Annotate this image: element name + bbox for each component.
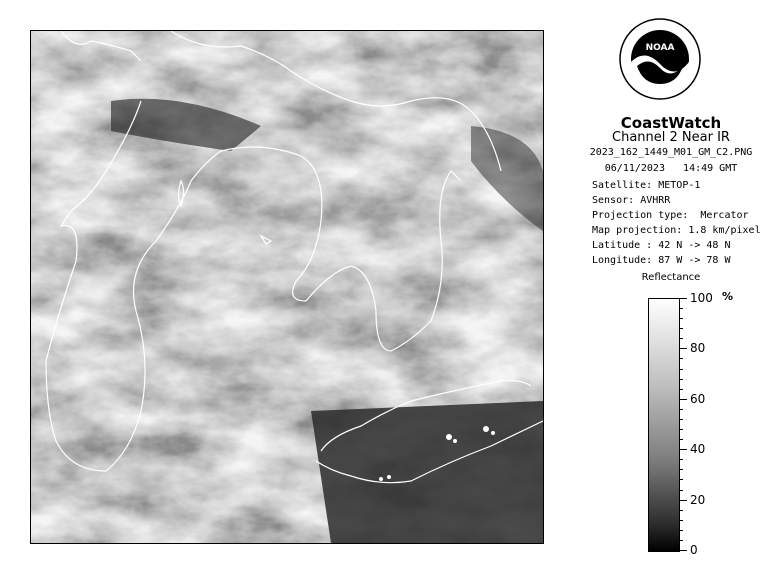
colorbar-minor-tick: [679, 419, 683, 420]
acquisition-time: 14:49 GMT: [683, 163, 738, 174]
colorbar-minor-tick: [679, 479, 683, 480]
colorbar-minor-tick: [679, 369, 683, 370]
colorbar-minor-tick: [679, 459, 683, 460]
colorbar-tick-label: 100: [690, 291, 713, 305]
image-filename: 2023_162_1449_M01_GM_C2.PNG: [589, 147, 753, 158]
noaa-logo: [619, 18, 701, 100]
meta-latitude: Latitude : 42 N -> 48 N: [592, 240, 731, 251]
satellite-image-map: [30, 30, 544, 544]
brand-title: CoastWatch: [620, 114, 722, 132]
noaa-seal-icon: [619, 18, 701, 100]
colorbar-minor-tick: [679, 520, 683, 521]
colorbar-tick-label: 80: [690, 341, 706, 356]
meta-longitude: Longitude: 87 W -> 78 W: [592, 255, 731, 266]
colorbar-minor-tick: [679, 409, 683, 410]
colorbar-tick-label: 60: [690, 391, 706, 406]
colorbar-major-tick: [679, 449, 687, 450]
colorbar-major-tick: [679, 348, 687, 349]
scale-unit: %: [722, 290, 734, 303]
map-svg: [31, 31, 543, 543]
colorbar-minor-tick: [679, 338, 683, 339]
colorbar-minor-tick: [679, 328, 683, 329]
channel-title: Channel 2 Near IR: [612, 130, 730, 145]
meta-projection-type: Projection type: Mercator: [592, 210, 749, 221]
colorbar-tick-label: 0: [690, 543, 698, 557]
colorbar-tick-label: 20: [690, 492, 706, 507]
acquisition-date: 06/11/2023: [604, 163, 665, 174]
scale-title: Reflectance: [641, 272, 701, 283]
colorbar-major-tick: [679, 500, 687, 501]
colorbar-minor-tick: [679, 318, 683, 319]
logo-text: NOAA: [645, 43, 675, 53]
colorbar-minor-tick: [679, 510, 683, 511]
metadata-list: [592, 178, 761, 268]
colorbar-minor-tick: [679, 389, 683, 390]
colorbar-minor-tick: [679, 429, 683, 430]
colorbar-major-tick: [679, 399, 687, 400]
colorbar-minor-tick: [679, 469, 683, 470]
colorbar-minor-tick: [679, 358, 683, 359]
colorbar-tick-label: 40: [690, 442, 706, 457]
colorbar-minor-tick: [679, 308, 683, 309]
colorbar-minor-tick: [679, 530, 683, 531]
colorbar-minor-tick: [679, 439, 683, 440]
acquisition-datetime: [560, 163, 782, 174]
dark-region-southeast: [311, 401, 543, 543]
reflectance-colorbar: [648, 298, 680, 552]
colorbar-minor-tick: [679, 379, 683, 380]
colorbar-minor-tick: [679, 490, 683, 491]
colorbar-major-tick: [679, 298, 687, 299]
meta-map-projection: Map projection: 1.8 km/pixel: [592, 225, 761, 236]
colorbar-major-tick: [679, 550, 687, 551]
meta-satellite: Satellite: METOP-1: [592, 180, 701, 191]
colorbar-minor-tick: [679, 540, 683, 541]
meta-sensor: Sensor: AVHRR: [592, 195, 671, 206]
